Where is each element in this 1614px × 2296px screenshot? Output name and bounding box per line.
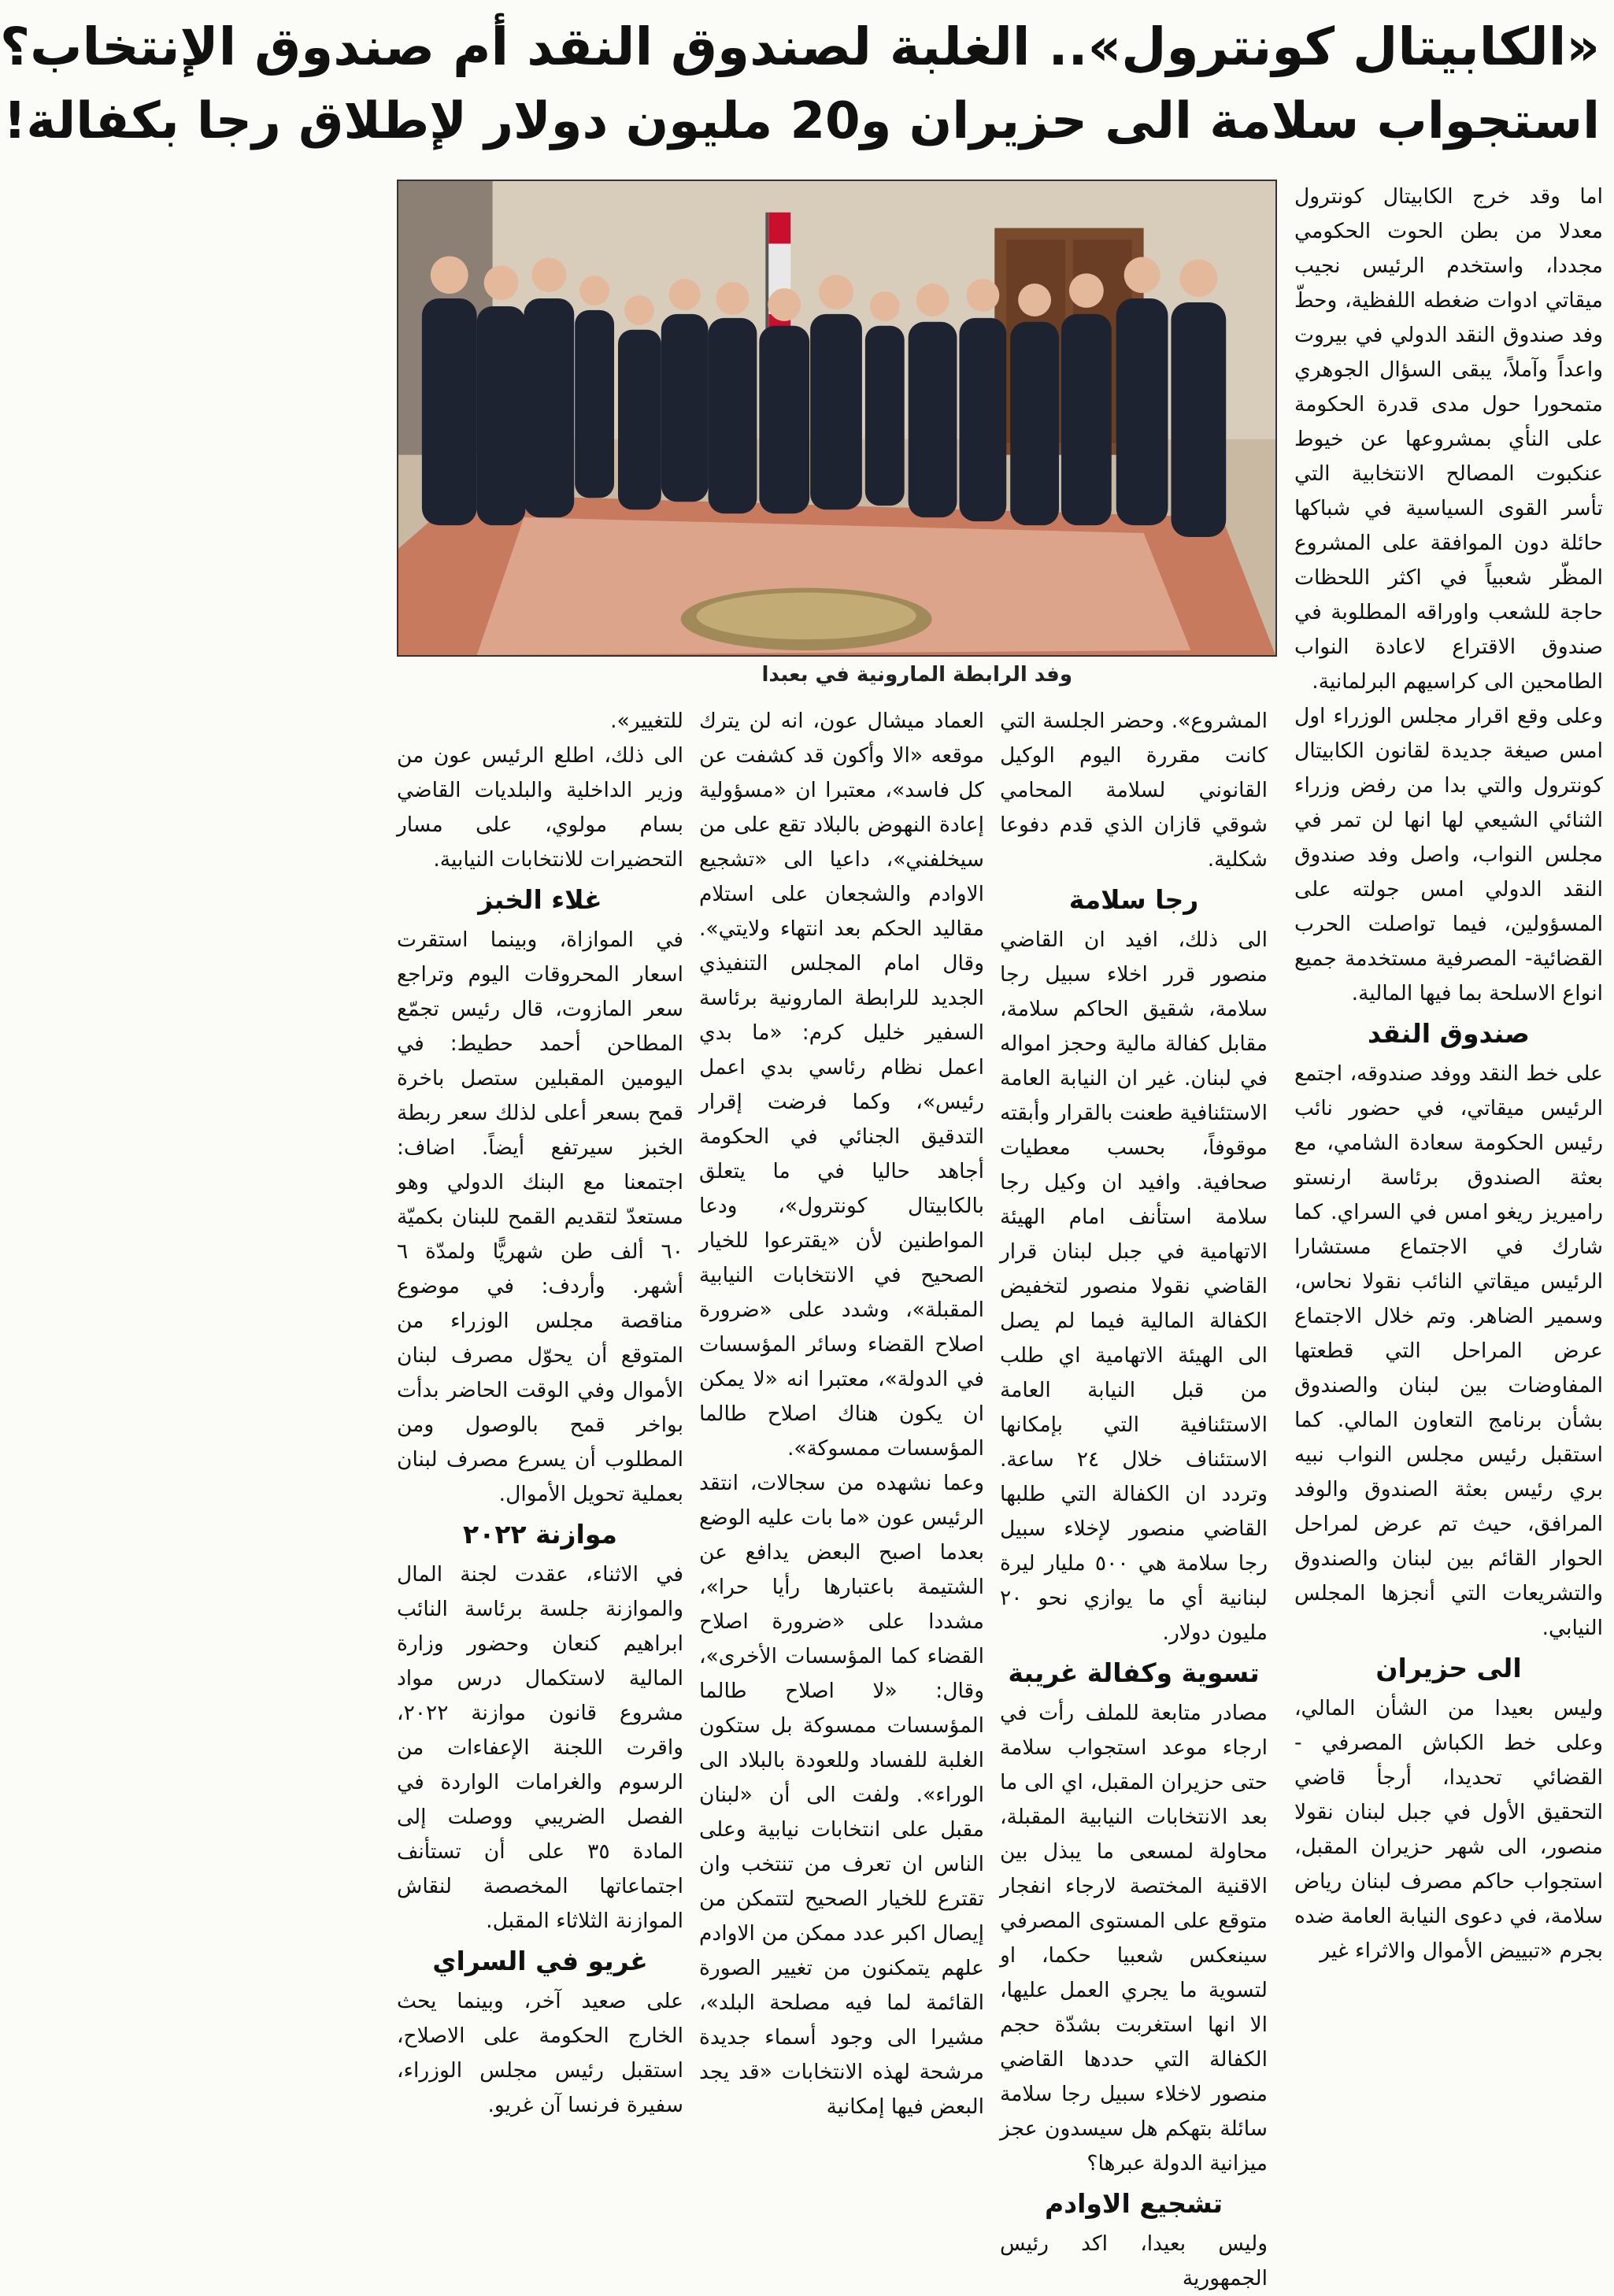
paragraph: المشروع». وحضر الجلسة التي كانت مقررة اليوم الوكيل القانوني لسلامة المحامي شوقي قازان الذي قدم دفوعا شكلية. bbox=[1000, 709, 1268, 872]
paragraph: وعما نشهده من سجالات، انتقد الرئيس عون «ما بات عليه الوضع بعدما اصبح البعض يدافع عن الشتيمة باعتبارها رأيا حرا»، مشددا على «ضرورة اصلاح القضاء كما المؤسسات الأخرى»، وقال: «لا اصلاح طالما المؤسسات ممسوكة بل ستكون الغلبة للفساد وللعودة بالبلاد الى الوراء». ولفت الى أن «لبنان مقبل على انتخابات نيابية وعلى الناس ان تعرف من تنتخب وان تقترع للخيار الصحيح لتتمكن من إيصال اكبر عدد ممكن من الاوادم علهم يتمكنون من تغيير الصورة القائمة لما فيه مصلحة البلد»، مشيرا الى وجود أسماء جديدة مرشحة لهذه الانتخابات «قد يجد البعض فيها إمكانية bbox=[699, 1471, 984, 2119]
article-column-4 bbox=[397, 704, 683, 2203]
paragraph: في الموازاة، وبينما استقرت اسعار المحروقات اليوم وتراجع سعر المازوت، قال رئيس تجمّع المطاحن أحمد حطيط: في اليومين المقبلين ستصل باخرة قمح بسعر أعلى لذلك سعر ربطة الخبز سيرتفع أيضاً. اضاف: اجتمعنا مع البنك الدولي وهو مستعدّ لتقديم القمح للبنان بكميّة ٦٠ ألف طن شهريًّا ولمدّة ٦ أشهر. وأردف: في موضوع مناقصة مجلس الوزراء من المتوقع أن يحوّل مصرف لبنان الأموال وفي الوقت الحاضر بدأت بواخر قمح بالوصول ومن المطلوب أن يسرع مصرف لبنان بعملية تحويل الأموال. bbox=[397, 928, 683, 1506]
paragraph: للتغيير». bbox=[610, 709, 683, 733]
paragraph: على خط النقد ووفد صندوقه، اجتمع الرئيس ميقاتي، في حضور نائب رئيس الحكومة سعادة الشامي، مع بعثة الصندوق برئاسة ارنستو راميريز ريغو امس في السراي. كما شارك في الاجتماع مستشارا الرئيس ميقاتي النائب نقولا نحاس، وسمير الضاهر. وتم خلال الاجتماع عرض المراحل التي قطعتها المفاوضات بين لبنان والصندوق بشأن برنامج التعاون المالي. كما استقبل رئيس مجلس النواب نبيه بري رئيس بعثة الصندوق والوفد المرافق، حيث تم عرض لمراحل الحوار القائم بين لبنان والصندوق والتشريعات التي أنجزها المجلس النيابي. bbox=[1294, 1061, 1603, 1640]
headline-line-1: «الكابيتال كونترول».. الغلبة لصندوق النقد أم صندوق الإنتخاب؟ bbox=[0, 17, 1600, 77]
headline bbox=[0, 9, 1600, 157]
subheading-raja-salameh: رجا سلامة bbox=[1068, 884, 1199, 915]
subheading-imf: صندوق النقد bbox=[1368, 1018, 1530, 1049]
paragraph: مصادر متابعة للملف رأت في ارجاء موعد استجواب سلامة حتى حزيران المقبل، اي الى ما بعد الانتخابات النيابية المقبلة، محاولة لمسعى ما يبذل بين الاقنية المختصة لارجاء انفجار متوقع على المستوى المصرفي سينعكس شعبيا حكما، او لتسوية ما يجري العمل عليها، الا انها استغربت بشدّة حجم الكفالة التي حددها القاضي منصور لاخلاء سبيل رجا سلامة سائلة بتهكم هل سيسدون عجز ميزانية الدولة عبرها؟ bbox=[1000, 1701, 1268, 2176]
paragraph: الى ذلك، اطلع الرئيس عون من وزير الداخلية والبلديات القاضي بسام مولوي، على مسار التحضيرات للانتخابات النيابية. bbox=[397, 743, 683, 872]
headline-line-2: استجواب سلامة الى حزيران و20 مليون دولار لإطلاق رجا بكفالة! bbox=[3, 92, 1600, 150]
paragraph: اما وقد خرج الكابيتال كونترول معدلا من بطن الحوت الحكومي مجددا، واستخدم الرئيس نجيب ميقاتي ادوات ضغطه اللفظية، وحطّ وفد صندوق النقد الدولي في بيروت واعداً وآملاً، يبقى السؤال الجوهري متمحورا حول مدى قدرة الحكومة على النأي بمشروعها عن خيوط عنكبوت المصالح الانتخابية التي تأسر القوى السياسية في شباكها حائلة دون الموافقة على المشروع المظّر شعبياً في اكثر اللحظات حاجة للشعب واوراقه المطلوبة في صندوق الاقتراع لاعادة النواب الطامحين الى كراسيهم البرلمانية. bbox=[1294, 184, 1603, 694]
article-column-3 bbox=[699, 704, 984, 2203]
paragraph: في الاثناء، عقدت لجنة المال والموازنة جلسة برئاسة النائب ابراهيم كنعان وحضور وزارة المالية لاستكمال درس مواد مشروع قانون موازنة ٢٠٢٢، واقرت اللجنة الإعفاءات من الرسوم والغرامات الواردة في الفصل الضريبي ووصلت إلى المادة ٣٥ على أن تستأنف اجتماعاتها المخصصة لنقاش الموازنة الثلاثاء المقبل. bbox=[397, 1562, 683, 1933]
paragraph: الى ذلك، افيد ان القاضي منصور قرر اخلاء سبيل رجا سلامة، شقيق الحاكم سلامة، مقابل كفالة مالية وحجز امواله في لبنان. غير ان النيابة العامة الاستئنافية طعنت بالقرار وأبقته موقوفاً، بحسب معطيات صحافية. وافيد ان وكيل رجا سلامة استأنف امام الهيئة الاتهامية في جبل لبنان قرار القاضي نقولا منصور لتخفيض الكفالة المالية فيما لم يصل الى الهيئة الاتهامية اي طلب من قبل النيابة العامة الاستئنافية التي بإمكانها الاستئناف خلال ٢٤ ساعة. وتردد ان الكفالة التي طلبها القاضي منصور لإخلاء سبيل رجا سلامة هي ٥٠٠ مليار ليرة لبنانية أي ما يوازي نحو ٢٠ مليون دولار. bbox=[1000, 928, 1268, 1645]
paragraph: العماد ميشال عون، انه لن يترك موقعه «الا وأكون قد كشفت عن كل فاسد»، معتبرا ان «مسؤولية إعادة النهوض بالبلاد تقع على من سيخلفني»، داعيا الى «تشجيع الاوادم والشجعان على استلام مقاليد الحكم بعد انتهاء ولايتي». وقال امام المجلس التنفيذي الجديد للرابطة المارونية برئاسة السفير خليل كرم: «ما بدي اعمل نظام رئاسي بدي اعمل رئيس»، وكما فرضت إقرار التدقيق الجنائي في الحكومة أجاهد حاليا في ما يتعلق بالكابيتال كونترول»، ودعا المواطنين لأن «يقترعوا للخيار الصحيح في الانتخابات النيابية المقبلة»، وشدد على «ضرورة اصلاح القضاء وسائر المؤسسات في الدولة»، معتبرا انه «لا يمكن ان يكون هناك اصلاح طالما المؤسسات ممسوكة». bbox=[699, 709, 984, 1461]
subheading-settlement: تسوية وكفالة غريبة bbox=[1008, 1657, 1260, 1688]
paragraph: وعلى وقع اقرار مجلس الوزراء اول امس صيغة جديدة لقانون الكابيتال كونترول والتي بدا من رفض وزراء الثنائي الشيعي لها انها لن تمر في مجلس النواب، واصل وفد صندوق النقد الدولي امس جولته على المسؤولين، فيما تواصلت الحرب القضائية- المصرفية مستخدمة جميع انواع الاسلحة بما فيها المالية. bbox=[1294, 704, 1603, 1005]
paragraph: وليس بعيدا، اكد رئيس الجمهورية bbox=[1000, 2231, 1268, 2290]
subheading-budget-2022: موازنة ٢٠٢٢ bbox=[463, 1519, 617, 1550]
article-column-2 bbox=[1000, 704, 1268, 2290]
paragraph: على صعيد آخر، وبينما يحث الخارج الحكومة على الاصلاح، استقبل رئيس مجلس الوزراء، سفيرة فرنسا آن غريو. bbox=[397, 1989, 683, 2117]
photo-caption: وفد الرابطة المارونية في بعبدا bbox=[761, 663, 1072, 687]
group-photo-illustration bbox=[398, 181, 1275, 655]
article-column-1 bbox=[1294, 180, 1603, 2203]
news-photo bbox=[397, 180, 1277, 657]
paragraph: وليس بعيدا من الشأن المالي، وعلى خط الكباش المصرفي - القضائي تحديدا، أرجأ قاضي التحقيق الأول في جبل لبنان نقولا منصور، الى شهر حزيران المقبل، استجواب حاكم مصرف لبنان رياض سلامة، في دعوى النيابة العامة ضده بجرم «تبييض الأموال والاثراء غير bbox=[1294, 1696, 1603, 1963]
subheading-june: الى حزيران bbox=[1375, 1653, 1522, 1683]
subheading-encouraging: تشجيع الاوادم bbox=[1044, 2188, 1223, 2219]
subheading-grillo: غريو في السراي bbox=[432, 1946, 648, 1976]
subheading-bread-prices: غلاء الخبز bbox=[478, 884, 602, 915]
